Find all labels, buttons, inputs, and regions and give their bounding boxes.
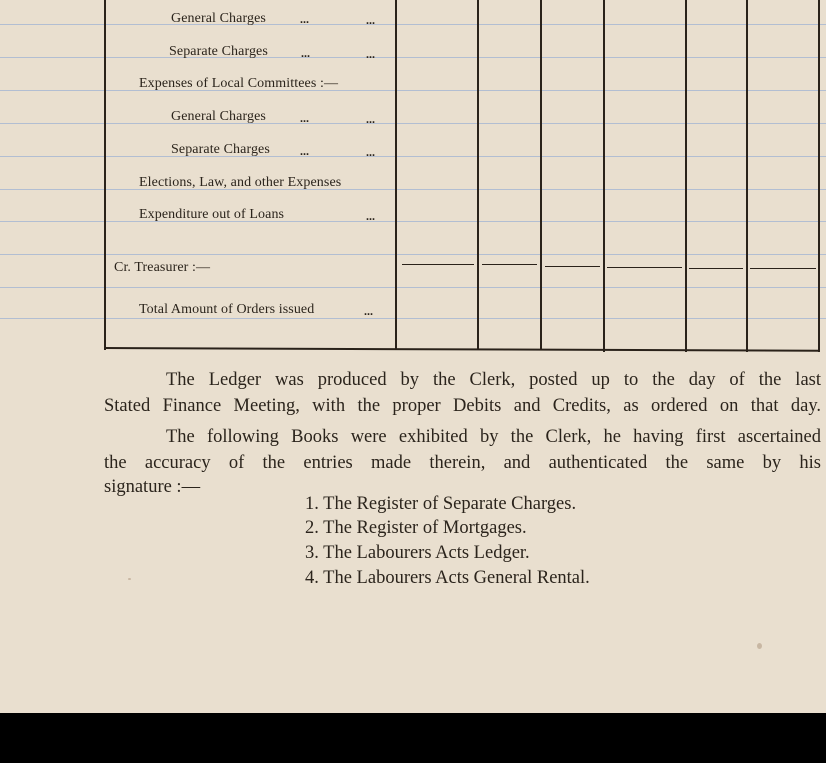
ruled-line: [0, 90, 826, 91]
leader-dots: ...: [300, 111, 309, 125]
column-divider: [540, 0, 542, 350]
column-divider: [685, 0, 687, 352]
row-elections: Elections, Law, and other Expenses: [139, 175, 342, 190]
ruled-line: [0, 24, 826, 25]
ruled-line: [0, 156, 826, 157]
total-rule: [607, 267, 682, 268]
row-cr-treasurer: Cr. Treasurer :—: [114, 260, 211, 275]
row-total-orders: Total Amount of Orders issued: [139, 302, 315, 317]
paragraph-line: Stated Finance Meeting, with the proper Debits and Credits, as ordered on that day.: [104, 396, 821, 416]
total-rule: [402, 264, 474, 265]
leader-dots: ...: [366, 47, 375, 61]
total-rule: [482, 264, 537, 265]
paragraph-books-exhibited: [104, 424, 821, 498]
leader-dots: ...: [301, 46, 310, 60]
leader-dots: ...: [366, 112, 375, 126]
leader-dots: ...: [300, 144, 309, 158]
table-border-right: [818, 0, 820, 352]
column-divider: [477, 0, 479, 350]
list-item: 3. The Labourers Acts Ledger.: [305, 543, 530, 563]
list-item: 4. The Labourers Acts General Rental.: [305, 568, 590, 588]
leader-dots: ...: [364, 304, 373, 318]
paragraph-line: signature :—: [104, 477, 201, 497]
total-rule: [750, 268, 816, 269]
total-rule: [545, 266, 600, 267]
paragraph-ledger-produced: [104, 367, 821, 419]
ruled-line: [0, 318, 826, 319]
ruled-line: [0, 221, 826, 222]
ruled-line: [0, 57, 826, 58]
row-loans: Expenditure out of Loans: [139, 207, 285, 222]
row-general-charges-2: General Charges: [171, 109, 266, 124]
list-item: 2. The Register of Mortgages.: [305, 518, 527, 538]
row-general-charges: General Charges: [171, 11, 266, 26]
column-divider: [603, 0, 605, 352]
paragraph-line: The Ledger was produced by the Clerk, posted up to the day of the last: [166, 370, 821, 390]
leader-dots: ...: [366, 13, 375, 27]
ruled-line: [0, 189, 826, 190]
list-item: 1. The Register of Separate Charges.: [305, 494, 577, 514]
row-separate-charges-2: Separate Charges: [171, 142, 270, 157]
row-separate-charges: Separate Charges: [169, 44, 268, 59]
column-divider: [746, 0, 748, 352]
ruled-line: [0, 254, 826, 255]
leader-dots: ...: [366, 145, 375, 159]
ruled-line: [0, 123, 826, 124]
paragraph-line: the accuracy of the entries made therein, and authenticated the same by his: [104, 453, 821, 473]
leader-dots: ...: [366, 209, 375, 223]
table-border-bottom: [104, 347, 820, 352]
total-rule: [689, 268, 743, 269]
paper-speck: [757, 643, 762, 649]
table-border-left: [104, 0, 106, 350]
ruled-line: [0, 287, 826, 288]
paragraph-line: The following Books were exhibited by the Clerk, he having first ascertained: [166, 427, 821, 447]
leader-dots: ...: [300, 12, 309, 26]
column-divider: [395, 0, 397, 350]
paper-speck: [128, 578, 131, 580]
row-local-committees-heading: Expenses of Local Committees :—: [139, 76, 339, 91]
